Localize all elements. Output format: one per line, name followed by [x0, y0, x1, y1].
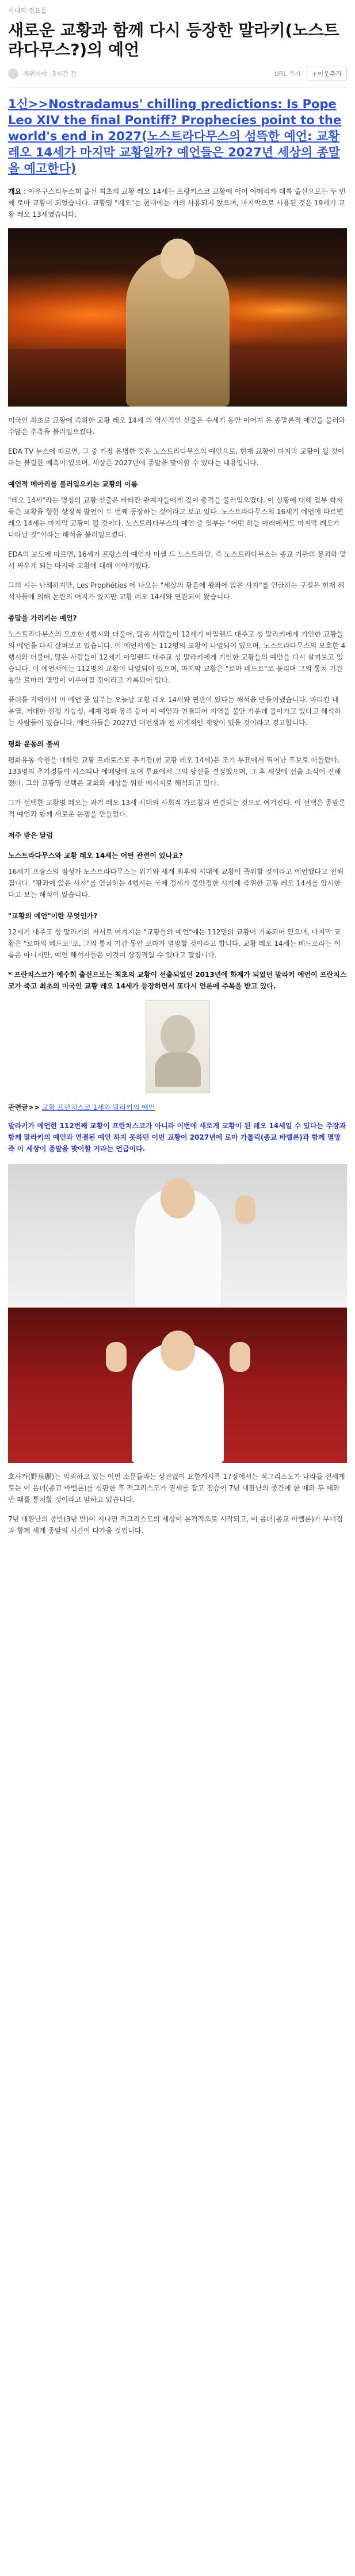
paragraph: 호사카(野泉麗)는 의뢰하고 있는 이번 소문들과는 상관없이 요한계시록 17장에서는 적그리스도가 나라들 전세계로는 이 음녀(종교 바벨론)를 심판한 후 적그리스도가 권세를 잡고 짐승이 7년 대환난의 중간에 한 때와 두 때와 반 때를 통치할 것이라고 말하고 있습니다. — [8, 1473, 345, 1504]
post-meta — [8, 67, 347, 80]
pope-photo-1 — [8, 1164, 347, 1308]
section-heading: "교황의 예언"이란 무엇인가? — [8, 912, 98, 920]
author-info — [8, 68, 77, 79]
pope-hand — [235, 1195, 255, 1224]
related-label: 관련글>> — [8, 1103, 40, 1111]
intro-paragraph — [8, 186, 347, 220]
pope-head — [161, 1178, 195, 1218]
paragraph: EDA의 보도에 따르면, 16세기 프랑스의 예언자 미셸 드 노스트라담, 즉 노스트라다무스는 종교 기관의 붕괴와 맞서 싸우게 되는 마지막 교황에 대해 이야기했다. — [8, 550, 346, 570]
section-heading: 저주 받은 달럼 — [8, 831, 53, 839]
section-heading: 예언적 메아리를 불러일으키는 교황의 이름 — [8, 480, 138, 488]
divider — [8, 87, 347, 88]
sketch-face — [161, 1015, 195, 1055]
breadcrumb-category[interactable]: 시대의 정표들 — [8, 7, 47, 14]
paragraph: 그의 시는 난해하지만, Les Prophéties 에 나오는 "세상의 황혼에 왕좌에 앉은 사자"를 언급하는 구절은 현재 해석자들에 의해 논란의 여지가 있지만 교황 레오 14세와 연관되어 왔습니다. — [8, 581, 345, 601]
paragraph: 플러틀 지역에서 이 예언 중 일부는 오늘날 교황 레오 14세와 연관이 있다는 해석을 만들어냈습니다. 바티칸 내 분열, 거대한 전쟁 가능성, 세계 평화 붕괴 등이 이 예언과 연결되어 지역을 불안 가운데 몰아가고 있다고 해석하는 사람들이 있습니다. 예언자들은 2027년 대전쟁과 전 세계적인 재앙이 있을 것이라고 경고합니다. — [8, 696, 341, 727]
pope-hand-left — [106, 1342, 127, 1372]
paragraph: 미국인 최초로 교황에 즉위한 교황 레오 14세 의 역사적인 선출은 수세기 동안 이어져 온 종말론적 예언을 불러와 수많은 추측을 불러일으켰다. — [8, 416, 346, 436]
add-neighbor-button[interactable]: +이웃추가 — [307, 67, 347, 80]
pope-head — [161, 1331, 195, 1371]
intro-lead: 개요 — [8, 187, 22, 195]
section-heading: 종말을 가리키는 예언? — [8, 614, 77, 622]
paragraph: 노스트라다무스의 모호한 4행시와 더불어, 많은 사람들이 12세기 아일랜드 대주교 성 말라키에게 기인한 교황들의 예언을 다시 살펴보고 있습니다. 이 예언서에는 112명의 교황이 나열되어 있으며, 노스트라다무스의 모호한 4행시와 더불어, 많은 사람들이 12세기 아일랜드 대주교 성 말라키에게 기인한 교황들의 예언을 다시 살펴보고 있습니다. 이 예언서에는 112명의 교황이 나열되어 있으며, 마지막 교황은 "로마 베드로"로 불리며 그의 통치 기간 동안 로마의 멸망이 이루어질 것이라고 기록되어 있다. — [8, 630, 346, 684]
breadcrumb — [8, 0, 347, 15]
paragraph: "레오 14세"라는 명칭의 교황 선출은 바티칸 관계자들에게 깊이 충격을 불러일으켰다. 이 상황에 대해 일부 학자들은 교황을 향한 상징적 발언이 두 번째 등장하는 것이라고 보고 있다. 노스트라다무스의 16세기 예언에 따르면 레오 14세는 마지막 교황이 될 것이다. 노스트라다무스의 예언 중 일부는 "어떤 하늘 아래에서도 마지막 레오가 나타날 것"이라는 해석을 불러일으켰다. — [8, 496, 343, 539]
sketch-image — [146, 1000, 210, 1093]
paragraph: 평화유동 숙원을 대하던 교황 프래토스토 추기경(현 교황 레오 14세)은 조기 투표에서 뛰어난 후보로 떠올랐다. 133명의 추기경들이 시스티나 예배당에 모여 투표에서 그의 당선을 결정했으며, 그 후 세상에 선출 소식이 전해졌다. 그의 교황명 선택은 교회와 세상을 위한 메시지로 해석되고 있다. — [8, 756, 341, 787]
paragraph: 16세기 프랑스의 점성가 노스트라다무스는 위기와 세계 최후의 시대에 교황이 즉위할 것이라고 예언했다고 전해집니다. "황좌에 앉은 사자"를 언급하는 4행시는 국제 정세가 불안정한 시기에 즉위한 교황 레오 14세를 암시한다고 보는 해석이 있습니다. — [8, 868, 343, 899]
bold-paragraph: * 프란치스코가 예수회 출신으로는 최초의 교황이 선출되었던 2013년에 화제가 되었던 말라키 예언이 프란치스코가 죽고 최초의 미국인 교황 레오 14세가 등장하면서 또다시 언론에 주목을 받고 있다. — [8, 971, 347, 990]
hero-image — [8, 228, 347, 407]
paragraph: EDA TV 뉴스에 따르면, 그 중 가장 유명한 것은 노스트라다무스의 예언으로, 현재 교황이 마지막 교황이 될 것이라는 불길한 예측이 있으며, 세상은 2027년에 종말을 맞이할 수 있다는 내용입니다. — [8, 447, 345, 467]
url-copy-button[interactable]: URL 복사 — [274, 70, 301, 78]
page-title: 새로운 교황과 함께 다시 등장한 말라키(노스트라다무스?)의 예언 — [8, 21, 339, 59]
pope-photo-2 — [8, 1308, 347, 1463]
post-time: 3시간 전 — [52, 70, 77, 78]
section-heading: 평화 운동의 불씨 — [8, 740, 60, 748]
intro-text: : 아우구스티누스회 출신 최초의 교황 레오 14세는 프랑키스코 교황에 이어 아메리카 대륙 출신으로는 두 번째 로마 교황이 되었습니다. 교황명 "레오"는 현대에는 거의 사용되지 않으며, 마지막으로 사용된 것은 19세기 교황 레오 13세였습니다. — [8, 187, 346, 218]
headline-link[interactable]: 1신>>Nostradamus' chilling predictions: Is Pope Leo XIV the final Pontiff? Prophecies point to the world's end in 2027(노스트라다무스의 섬뜩한 예언: 교황 레오 14세가 마지막 교황일까? 예언들은 2027년 세상의 종말을 예고한다) — [8, 97, 342, 175]
paragraph: 12세기 대주교 성 말라키의 저서로 여겨지는 "교황들의 예언"에는 112명의 교황이 기록되어 있으며, 마지막 교황은 "로마의 베드로"로, 그의 통치 기간 동안 로마가 멸망할 것이라고 합니다. 교황 레오 14세는 베드로라는 이름은 아니지만, 예언 해석자들은 이것이 상징적일 수 있다고 말합니다. — [8, 928, 341, 959]
highlight-paragraph: 말라키가 예언한 112번째 교황이 프란치스코가 아니라 이번에 새로게 교황이 된 레오 14세일 수 있다는 주장과 함께 말라키의 예언과 연결된 예언 하지 못하던 이번 교황이 2027년에 로마 가톨릭(종교 바벨론)과 함께 멸망 즉 이 세상이 종말을 맞이할 거라는 언급이다. — [8, 1122, 346, 1153]
post-actions — [274, 67, 347, 80]
related-links — [8, 1102, 347, 1112]
paragraph: 그가 선택한 교황명 레오는 과거 레오 13세 시대의 사회적 가르침과 연결되는 것으로 여겨진다. 이 선택은 종말론적 예언과 함께 새로운 논쟁을 만들었다. — [8, 799, 346, 818]
avatar[interactable] — [8, 68, 18, 79]
related-link[interactable]: 교황 프란치스코 1세와 말라키의 예언 — [41, 1103, 155, 1111]
author-name[interactable]: 레위아야 — [23, 70, 48, 78]
sketch-body — [155, 1052, 201, 1087]
pope-hand-right — [230, 1342, 250, 1372]
pope-head — [161, 239, 195, 279]
paragraph: 7년 대환난의 중반(3년 반)이 지나면 적그리스도의 세상이 본격적으로 시작되고, 이 음녀(종교 바벨론)가 무너짐과 함께 세계 종말의 시간이 다가올 것입니다. — [8, 1515, 343, 1535]
section-heading: 노스트라다무스와 교황 레오 14세는 어떤 관련이 있나요? — [8, 852, 183, 860]
